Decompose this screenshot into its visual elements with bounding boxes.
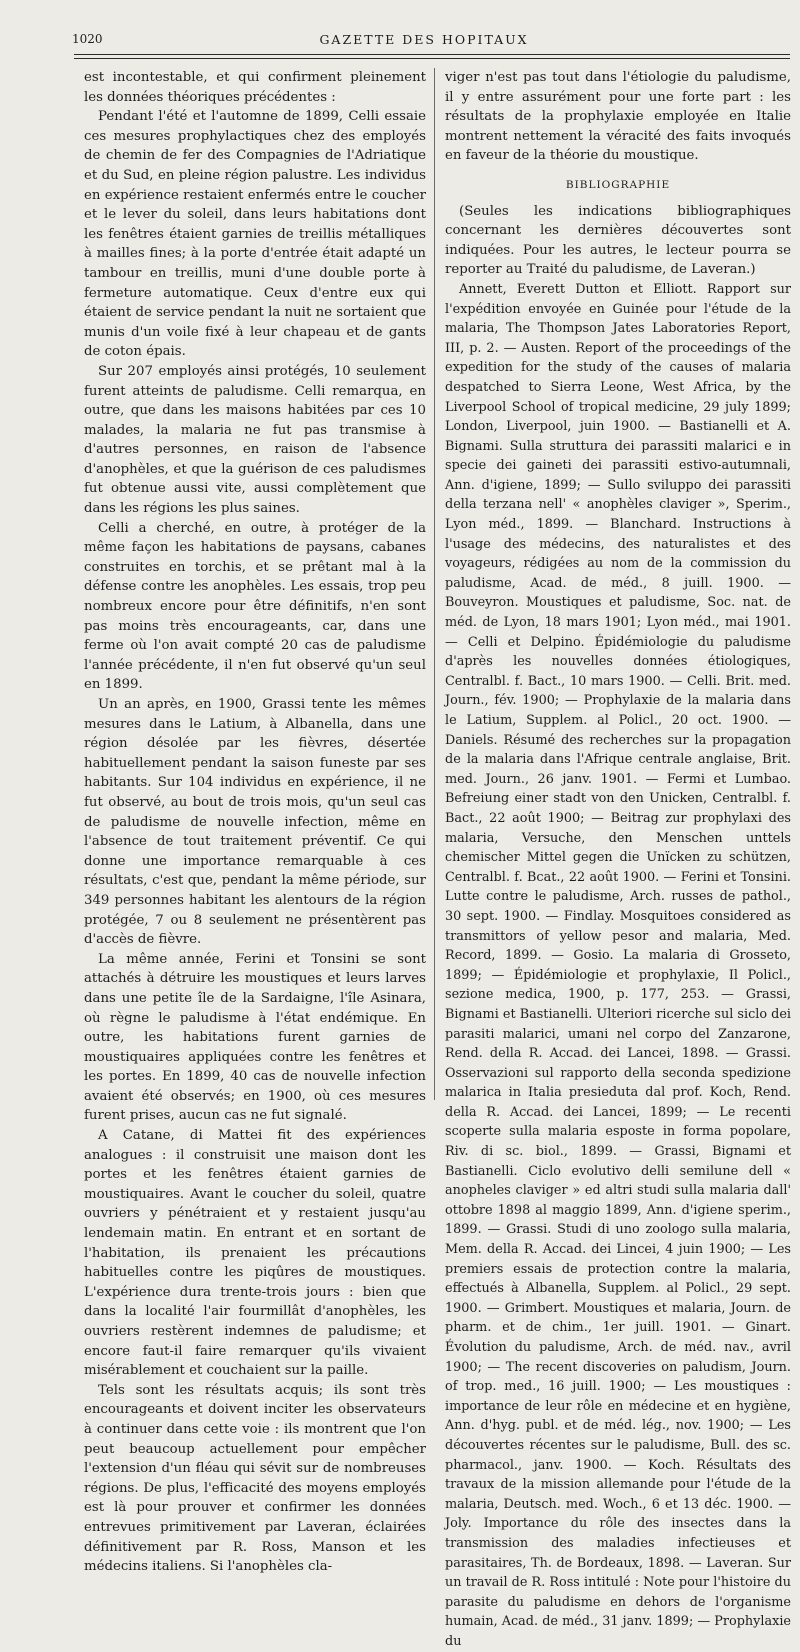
bibliography-note: (Seules les indications bibliographiques concernant les dernières découvertes sont indiquées. Pour les autres, le lecteur pourra se reporter au Traité du paludisme, de Laveran.)	[445, 203, 791, 278]
page-header	[60, 28, 788, 52]
header-rule-top	[74, 54, 790, 55]
bibliography-list: Annett, Everett Dutton et Elliott. Rapport sur l'expédition envoyée en Guinée pour l'étude de la malaria, The Thompson Jates Laboratories Report, III, p. 2. — Austen. Report of the proceedings of the expedition for the study of the causes of malaria despatched to Sierra Leone, West Africa, by the Liverpool School of tropical medicine, 29 july 1899; London, Liverpool, juin 1900. — Bastianelli et A. Bignami. Sulla struttura dei parassiti malarici e in specie dei gaineti dei parassiti estivo-autumnali, Ann. d'igiene, 1899; — Sullo sviluppo dei parassiti della terzana nell' « anophèles claviger », Sperim., Lyon méd., 1899. — Blanchard. Instructions à l'usage des médecins, des naturalistes et des voyageurs, rédigées au nom de la commission du paludisme, Acad. de méd., 8 juill. 1900. — Bouveyron. Moustiques et paludisme, Soc. nat. de méd. de Lyon, 18 mars 1901; Lyon méd., mai 1901. — Celli et Delpino. Épidémiologie du paludisme d'après les nouvelles données étiologiques, Centralbl. f. Bact., 10 mars 1900. — Celli. Brit. med. Journ., fév. 1900; — Prophylaxie de la malaria dans le Latium, Supplem. al Policl., 20 oct. 1900. — Daniels. Résumé des recherches sur la propagation de la malaria dans l'Afrique centrale anglaise, Brit. med. Journ., 26 janv. 1901. — Fermi et Lumbao. Befreiung einer stadt von den Unicken, Centralbl. f. Bact., 22 août 1900; — Beitrag zur prophylaxi des malaria, Versuche, den Menschen unttels chemischer Mittel gegen die Unïcken zu schützen, Centralbl. f. Bcat., 22 août 1900. — Ferini et Tonsini. Lutte contre le paludisme, Arch. russes de pathol., 30 sept. 1900. — Findlay. Mosquitoes considered as transmittors of yellow pesor and malaria, Med. Record, 1899. — Gosio. La malaria di Grosseto, 1899; — Épidémiologie et prophylaxie, Il Policl., sezione medica, 1900, p. 177, 253. — Grassi, Bignami et Bastianelli. Ulteriori ricerche sul siclo dei parasiti malarici, umani nel corpo del Zanzarone, Rend. della R. Accad. dei Lancei, 1898. — Grassi. Osservazioni sul rapporto della seconda spedizione malarica in Italia presieduta dal prof. Koch, Rend. della R. Accad. dei Lancei, 1899; — Le recenti scoperte sulla malaria esposte in forma popolare, Riv. di sc. biol., 1899. — Grassi, Bignami et Bastianelli. Ciclo evolutivo delli semilune dell « anopheles claviger » ed altri studi sulla malaria dall' ottobre 1898 al maggio 1899, Ann. d'igiene sperim., 1899. — Grassi. Studi di uno zoologo sulla malaria, Mem. della R. Accad. dei Lincei, 4 juin 1900; — Les premiers essais de protection contre la malaria, effectués à Albanella, Supplem. al Policl., 29 sept. 1900. — Grimbert. Moustiques et malaria, Journ. de pharm. et de chim., 1er juill. 1901. — Ginart. Évolution du paludisme, Arch. de méd. nav., avril 1900; — The recent discoveries on paludism, Journ. of trop. med., 16 juill. 1900; — Les moustiques : importance de leur rôle en médecine et en hygiène, Ann. d'hyg. publ. et de méd. lég., nov. 1900; — Les découvertes récentes sur le paludisme, Bull. des sc. pharmacol., janv. 1900. — Koch. Résultats des travaux de la mission allemande pour l'étude de la malaria, Deutsch. med. Woch., 6 et 13 déc. 1900. — Joly. Importance du rôle des insectes dans la transmission des maladies infectieuses et parasitaires, Th. de Bordeaux, 1898. — Laveran. Sur un travail de R. Ross intitulé : Note pour l'histoire du parasite du paludisme en dehors de l'organisme humain, Acad. de méd., 31 janv. 1899; — Prophylaxie du	[445, 281, 791, 1649]
header-rule-bottom	[74, 58, 790, 59]
paragraph: Celli a cherché, en outre, à protéger de la même façon les habitations de paysans, cabanes construites en torchis, et se prêtant mal à la défense contre les anophèles. Les essais, trop peu nombreux encore pour être définitifs, n'en sont pas moins très encourageants, car, dans une ferme où l'on avait compté 20 cas de paludisme l'année précédente, il n'en fut observé qu'un seul en 1899.	[84, 520, 426, 693]
paragraph: est incontestable, et qui confirment pleinement les données théoriques précédentes :	[84, 70, 426, 105]
paragraph: Pendant l'été et l'automne de 1899, Celli essaie ces mesures prophylactiques chez des employés de chemin de fer des Compagnies de l'Adriatique et du Sud, en pleine région palustre. Les individus en expérience restaient enfermés entre le coucher et le lever du soleil, dans leurs habitations dont les fenêtres étaient garnies de treillis métalliques à mailles fines; à la porte d'entrée était adapté un tambour en treillis, muni d'une double porte à fermeture automatique. Ceux d'entre eux qui étaient de service pendant la nuit ne sortaient que munis d'un voile fixé à leur chapeau et de gants de coton épais.	[84, 109, 426, 360]
paragraph: A Catane, di Mattei fit des expériences analogues : il construisit une maison dont les portes et les fenêtres étaient garnies de moustiquaires. Avant le coucher du soleil, quatre ouvriers y pénétraient et y restaient jusqu'au lendemain matin. En entrant et en sortant de l'habitation, ils prenaient les précautions habituelles contre les piqûres de moustiques. L'expérience dura trente-trois jours : bien que dans la localité l'air fourmillât d'anophèles, les ouvriers restèrent indemnes de paludisme; et encore faut-il faire remarquer qu'ils vivaient misérablement et couchaient sur la paille.	[84, 1128, 426, 1379]
bibliography-heading: BIBLIOGRAPHIE	[565, 178, 671, 191]
left-column	[84, 68, 426, 1577]
paragraph: Un an après, en 1900, Grassi tente les mêmes mesures dans le Latium, à Albanella, dans une région désolée par les fièvres, désertée habituellement pendant la saison funeste par ses habitants. Sur 104 individus en expérience, il ne fut observé, au bout de trois mois, qu'un seul cas de paludisme de nouvelle infection, même en l'absence de tout traitement préventif. Ce qui donne une importance remarquable à ces résultats, c'est que, pendant la même période, sur 349 personnes habitant les alentours de la région protégée, 7 ou 8 seulement ne présentèrent pas d'accès de fièvre.	[84, 697, 426, 948]
paragraph: viger n'est pas tout dans l'étiologie du paludisme, il y entre assurément pour une forte part : les résultats de la prophylaxie employée en Italie montrent nettement la véracité des faits invoqués en faveur de la théorie du moustique.	[445, 70, 791, 164]
running-title: GAZETTE DES HOPITAUX	[319, 32, 529, 47]
paragraph: Sur 207 employés ainsi protégés, 10 seulement furent atteints de paludisme. Celli remarqua, en outre, que dans les maisons habitées par ces 10 malades, la malaria ne fut pas transmise à d'autres personnes, en raison de l'absence d'anophèles, et que la guérison de ces paludismes fut obtenue aussi vite, aussi complètement que dans les régions les plus saines.	[84, 363, 426, 517]
paragraph: La même année, Ferini et Tonsini se sont attachés à détruire les moustiques et leurs larves dans une petite île de la Sardaigne, l'île Asinara, où règne le paludisme à l'état endémique. En outre, les habitations furent garnies de moustiquaires appliquées contre les fenêtres et les portes. En 1899, 40 cas de nouvelle infection avaient été observés; en 1900, où ces mesures furent prises, aucun cas ne fut signalé.	[84, 951, 426, 1124]
column-divider	[434, 68, 435, 1100]
paragraph: Tels sont les résultats acquis; ils sont très encourageants et doivent inciter les observateurs à continuer dans cette voie : ils montrent que l'on peut beaucoup actuellement pour empêcher l'extension d'un fléau qui sévit sur de nombreuses régions. De plus, l'efficacité des moyens employés est là pour prouver et confirmer les données entrevues primitivement par Laveran, éclairées définitivement par R. Ross, Manson et les médecins italiens. Si l'anophèles cla-	[84, 1382, 426, 1575]
right-column	[445, 68, 791, 1652]
page-number: 1020	[72, 32, 103, 46]
